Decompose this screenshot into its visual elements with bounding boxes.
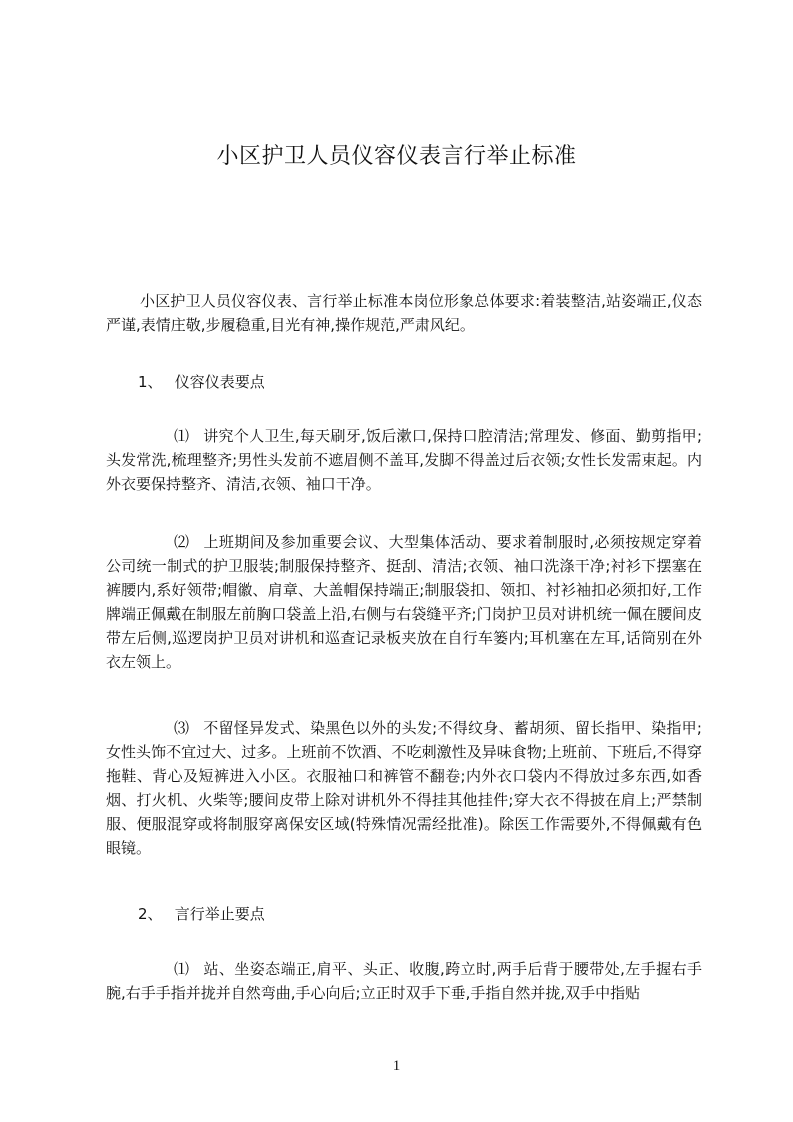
item-text: 站、坐姿态端正,肩平、头正、收腹,跨立时,两手后背于腰带处,左手握右手腕,右手手指并拢并自然弯曲,手心向后;立正时双手下垂,手指自然并拢,双手中指贴 [106, 960, 702, 1002]
item-number: ⑵ [174, 533, 190, 551]
item-number: ⑴ [174, 427, 190, 445]
document-title: 小区护卫人员仪容仪表言行举止标准 [216, 144, 577, 169]
section-1-heading [138, 370, 265, 394]
item-text: 上班期间及参加重要会议、大型集体活动、要求着制服时,必须按规定穿着公司统一制式的护卫服装;制服保持整齐、挺刮、清洁;衣领、袖口洗涤干净;衬衫下摆塞在裤腰内,系好领带;帽徽、肩章、大盖帽保持端正;制服袋扣、领扣、衬衫袖扣必须扣好,工作牌端正佩戴在制服左前胸口袋盖上沿,右侧与右袋缝平齐;门岗护卫员对讲机统一佩在腰间皮带左后侧,巡逻岗护卫员对讲机和巡查记录板夹放在自行车篓内;耳机塞在左耳,话筒别在外衣左领上。 [106, 533, 702, 671]
section-1-item-1 [106, 424, 702, 496]
section-1-number: 1、 [138, 373, 163, 391]
section-2-title: 言行举止要点 [174, 905, 265, 923]
item-number: ⑶ [174, 719, 190, 737]
section-1-title: 仪容仪表要点 [174, 373, 265, 391]
section-1-item-3 [106, 716, 702, 860]
section-1-item-2 [106, 530, 702, 674]
section-2-number: 2、 [138, 905, 163, 923]
section-2-item-1 [106, 957, 702, 1005]
item-number: ⑴ [174, 960, 190, 978]
item-text: 不留怪异发式、染黑色以外的头发;不得纹身、蓄胡须、留长指甲、染指甲;女性头饰不宜过大、过多。上班前不饮酒、不吃刺激性及异味食物;上班前、下班后,不得穿拖鞋、背心及短裤进入小区。衣服袖口和裤管不翻卷;内外衣口袋内不得放过多东西,如香烟、打火机、火柴等;腰间皮带上除对讲机外不得挂其他挂件;穿大衣不得披在肩上;严禁制服、便服混穿或将制服穿离保安区域(特殊情况需经批准)。除医工作需要外,不得佩戴有色眼镜。 [106, 719, 702, 857]
item-text: 讲究个人卫生,每天刷牙,饭后漱口,保持口腔清洁;常理发、修面、勤剪指甲;头发常洗,梳理整齐;男性头发前不遮眉侧不盖耳,发脚不得盖过后衣领;女性长发需束起。内外衣要保持整齐、清洁,衣领、袖口干净。 [106, 427, 702, 493]
page-number: 1 [392, 1058, 401, 1074]
intro-paragraph: 小区护卫人员仪容仪表、言行举止标准本岗位形象总体要求:着装整洁,站姿端正,仪态严谨,表情庄敬,步履稳重,目光有神,操作规范,严肃风纪。 [106, 292, 702, 334]
section-2-heading [138, 902, 265, 926]
